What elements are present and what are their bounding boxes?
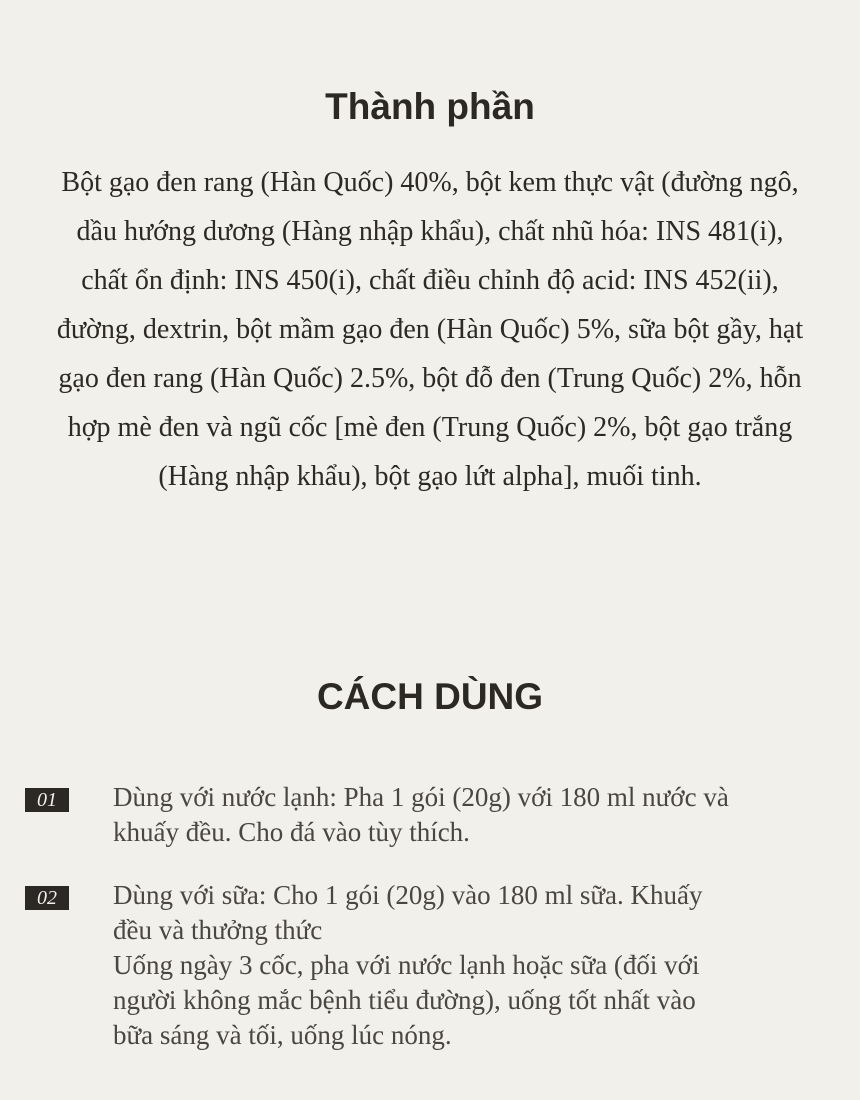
step-text (113, 780, 833, 850)
ingredients-text (0, 158, 860, 501)
ingredients-line: hợp mè đen và ngũ cốc [mè đen (Trung Quốc) 2%, bột gạo trắng (67, 412, 793, 443)
step-line: người không mắc bệnh tiểu đường), uống tốt nhất vào (113, 985, 696, 1015)
step-number-badge: 02 (25, 886, 69, 910)
step-line: Dùng với nước lạnh: Pha 1 gói (20g) với 180 ml nước và (113, 782, 729, 812)
ingredients-line: dầu hướng dương (Hàng nhập khẩu), chất nhũ hóa: INS 481(i), (76, 216, 784, 247)
step-line: bữa sáng và tối, uống lúc nóng. (113, 1020, 452, 1050)
step-line: đều và thưởng thức (113, 915, 323, 945)
step-line: khuấy đều. Cho đá vào tùy thích. (113, 817, 470, 847)
ingredients-line: chất ổn định: INS 450(i), chất điều chỉnh độ acid: INS 452(ii), (81, 265, 779, 296)
step-line: Uống ngày 3 cốc, pha với nước lạnh hoặc sữa (đối với (113, 950, 700, 980)
ingredients-line: (Hàng nhập khẩu), bột gạo lứt alpha], muối tinh. (158, 461, 702, 492)
usage-title: CÁCH DÙNG (316, 676, 544, 717)
ingredients-title: Thành phần (325, 86, 535, 127)
ingredients-line: đường, dextrin, bột mầm gạo đen (Hàn Quốc) 5%, sữa bột gầy, hạt (56, 314, 804, 345)
step-text (113, 878, 833, 1053)
ingredients-line: Bột gạo đen rang (Hàn Quốc) 40%, bột kem thực vật (đường ngô, (61, 167, 799, 198)
step-number-badge: 01 (25, 788, 69, 812)
ingredients-line: gạo đen rang (Hàn Quốc) 2.5%, bột đỗ đen (Trung Quốc) 2%, hỗn (58, 363, 802, 394)
step-line: Dùng với sữa: Cho 1 gói (20g) vào 180 ml sữa. Khuấy (113, 880, 703, 910)
